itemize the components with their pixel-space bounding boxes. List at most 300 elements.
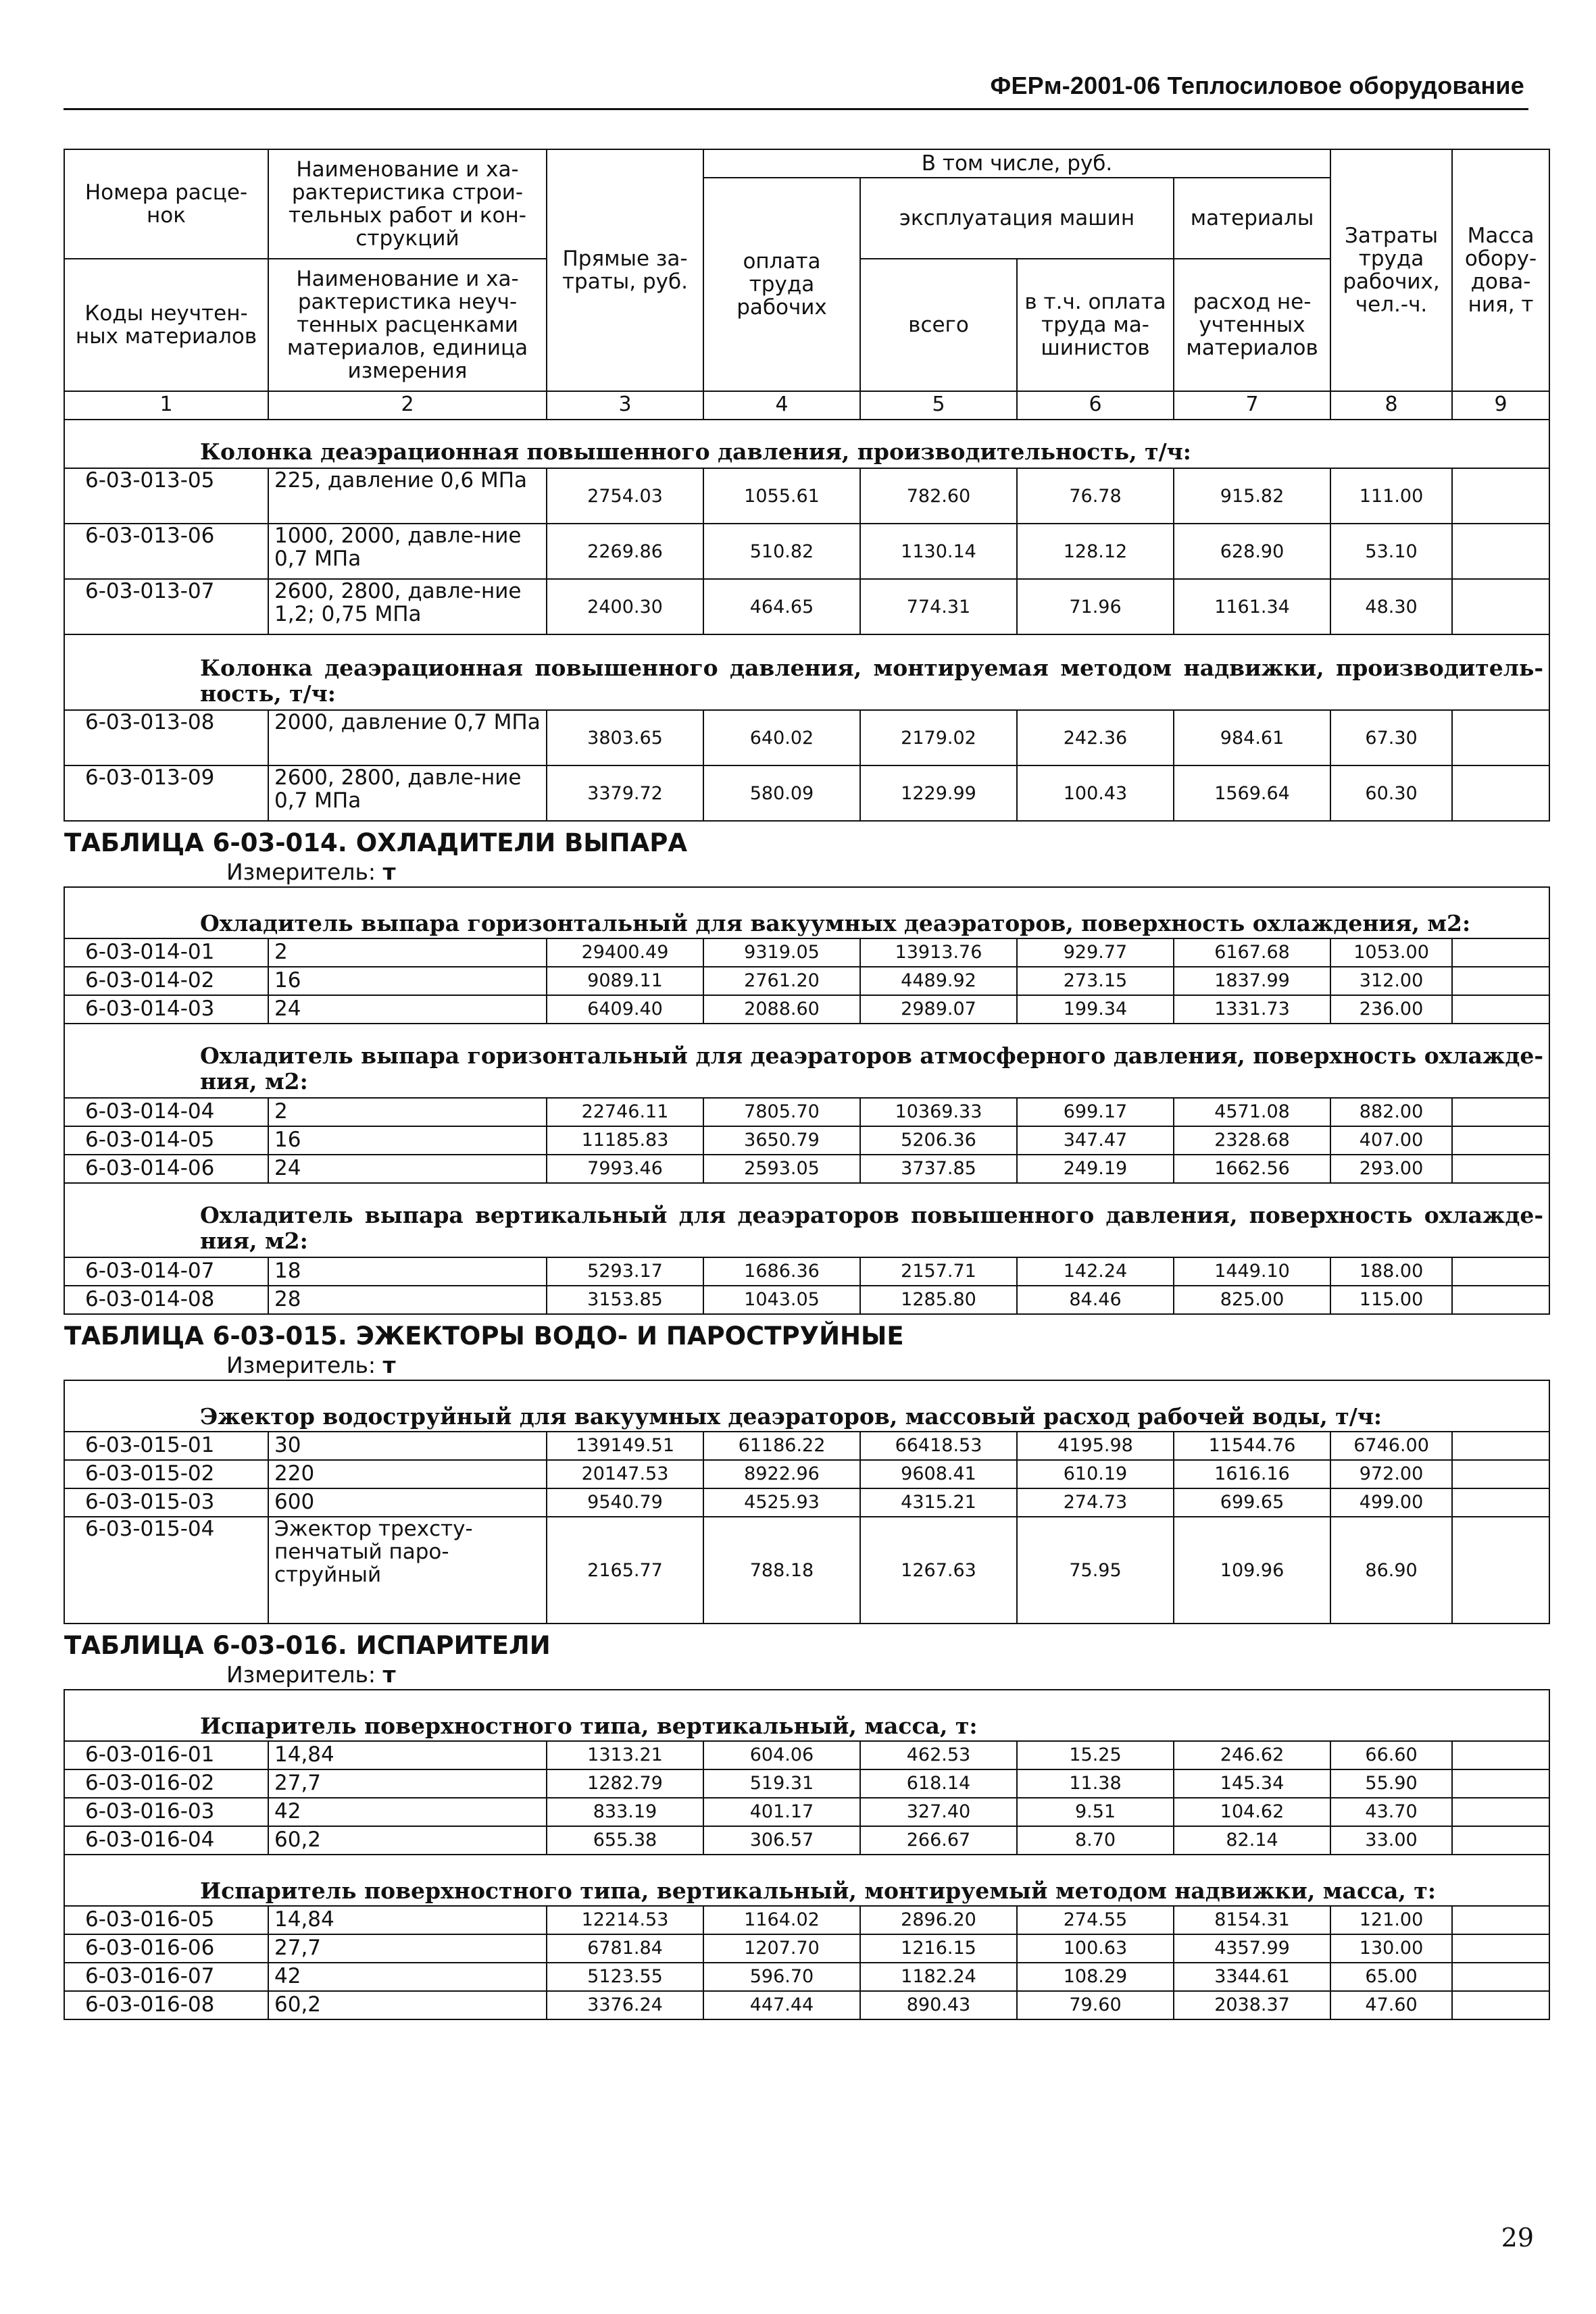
column-number: 1 [64,391,268,420]
table-row [64,579,1549,634]
labor-pay: 4525.93 [703,1488,860,1517]
machinist-pay: 84.46 [1017,1286,1174,1314]
equipment-mass [1452,468,1549,524]
rate-name: 220 [268,1460,547,1488]
machines-total: 1216.15 [860,1934,1017,1963]
labor-hours: 882.00 [1330,1098,1452,1126]
rate-code: 6-03-014-04 [64,1098,268,1126]
equipment-mass [1452,1155,1549,1183]
table-row [64,967,1549,995]
rate-name: 60,2 [268,1991,547,2019]
machinist-pay: 8.70 [1017,1826,1174,1855]
direct-costs: 833.19 [547,1798,703,1826]
table-row [64,1991,1549,2019]
machinist-pay: 199.34 [1017,995,1174,1024]
materials-cost: 2038.37 [1174,1991,1330,2019]
labor-pay: 61186.22 [703,1432,860,1460]
direct-costs: 1282.79 [547,1769,703,1798]
labor-hours: 55.90 [1330,1769,1452,1798]
table-row [64,938,1549,967]
direct-costs: 2165.77 [547,1517,703,1624]
direct-costs: 20147.53 [547,1460,703,1488]
equipment-mass [1452,1517,1549,1624]
materials-cost: 3344.61 [1174,1963,1330,1991]
machinist-pay: 100.63 [1017,1934,1174,1963]
rate-name: 27,7 [268,1769,547,1798]
rate-code: 6-03-013-05 [64,468,268,524]
machines-total: 1182.24 [860,1963,1017,1991]
equipment-mass [1452,1741,1549,1769]
machines-total: 782.60 [860,468,1017,524]
machinist-pay: 249.19 [1017,1155,1174,1183]
header-unaccounted-materials: расход не-учтенных материалов [1174,259,1330,391]
machinist-pay: 4195.98 [1017,1432,1174,1460]
rate-name: 24 [268,1155,547,1183]
header-direct-costs: Прямые за-траты, руб. [547,149,703,391]
labor-hours: 115.00 [1330,1286,1452,1314]
rate-code: 6-03-014-05 [64,1126,268,1155]
machines-total: 1267.63 [860,1517,1017,1624]
rate-name: 2600, 2800, давле-ние 0,7 МПа [268,765,547,821]
section-title: Колонка деаэрационная повышенного давления, монтируемая методом надвижки, производитель-ность, т/ч: [64,634,1549,710]
labor-hours: 47.60 [1330,1991,1452,2019]
materials-cost: 1837.99 [1174,967,1330,995]
machinist-pay: 142.24 [1017,1257,1174,1286]
materials-cost: 1161.34 [1174,579,1330,634]
materials-cost: 4357.99 [1174,1934,1330,1963]
header-labor-pay: оплата труда рабочих [703,178,860,391]
machines-total: 2157.71 [860,1257,1017,1286]
labor-pay: 580.09 [703,765,860,821]
table-row [64,1488,1549,1517]
table-row [64,1155,1549,1183]
meter-unit: т [382,1352,396,1378]
labor-hours: 972.00 [1330,1460,1452,1488]
materials-cost: 11544.76 [1174,1432,1330,1460]
machinist-pay: 75.95 [1017,1517,1174,1624]
column-numbers-row [64,391,1549,420]
meter-label: Измеритель: [226,1352,376,1378]
header-rate-numbers: Номера расце-нок [64,149,268,259]
column-number: 5 [860,391,1017,420]
materials-cost: 1616.16 [1174,1460,1330,1488]
meter-label: Измеритель: [226,859,376,885]
equipment-mass [1452,1826,1549,1855]
meter-line [64,1661,1549,1689]
rate-code: 6-03-014-08 [64,1286,268,1314]
header-including: В том числе, руб. [703,149,1330,178]
table-row [64,1460,1549,1488]
rate-code: 6-03-015-03 [64,1488,268,1517]
table-row [64,1517,1549,1624]
labor-hours: 86.90 [1330,1517,1452,1624]
labor-pay: 1164.02 [703,1906,860,1934]
machines-total: 774.31 [860,579,1017,634]
labor-pay: 2761.20 [703,967,860,995]
labor-pay: 519.31 [703,1769,860,1798]
materials-cost: 82.14 [1174,1826,1330,1855]
machinist-pay: 274.73 [1017,1488,1174,1517]
rate-name: 27,7 [268,1934,547,1963]
labor-pay: 2593.05 [703,1155,860,1183]
header-material-codes: Коды неучтен-ных материалов [64,259,268,391]
rate-name: 2 [268,938,547,967]
machines-total: 3737.85 [860,1155,1017,1183]
machinist-pay: 274.55 [1017,1906,1174,1934]
rate-name: 2 [268,1098,547,1126]
table-row [64,1963,1549,1991]
machinist-pay: 71.96 [1017,579,1174,634]
direct-costs: 12214.53 [547,1906,703,1934]
rates-table [64,149,1550,2020]
labor-pay: 596.70 [703,1963,860,1991]
direct-costs: 6781.84 [547,1934,703,1963]
header-machinist-pay: в т.ч. оплата труда ма-шинистов [1017,259,1174,391]
materials-cost: 1449.10 [1174,1257,1330,1286]
machinist-pay: 610.19 [1017,1460,1174,1488]
materials-cost: 1331.73 [1174,995,1330,1024]
machines-total: 2989.07 [860,995,1017,1024]
meter-unit: т [382,1661,396,1688]
labor-hours: 236.00 [1330,995,1452,1024]
machines-total: 327.40 [860,1798,1017,1826]
equipment-mass [1452,1769,1549,1798]
equipment-mass [1452,1934,1549,1963]
rate-name: 2000, давление 0,7 МПа [268,710,547,765]
machinist-pay: 11.38 [1017,1769,1174,1798]
equipment-mass [1452,1460,1549,1488]
meter-line [64,1351,1549,1380]
labor-hours: 60.30 [1330,765,1452,821]
machines-total: 1285.80 [860,1286,1017,1314]
machinist-pay: 929.77 [1017,938,1174,967]
rate-name: 24 [268,995,547,1024]
section-title: Эжектор водоструйный для вакуумных деаэраторов, массовый расход рабочей воды, т/ч: [64,1380,1549,1432]
machines-total: 9608.41 [860,1460,1017,1488]
table-row [64,1432,1549,1460]
section-title: Охладитель выпара горизонтальный для вакуумных деаэраторов, поверхность охлаждения, м2: [64,887,1549,938]
materials-cost: 825.00 [1174,1286,1330,1314]
direct-costs: 22746.11 [547,1098,703,1126]
table-header-row [64,149,1549,178]
rate-code: 6-03-016-04 [64,1826,268,1855]
table-row [64,765,1549,821]
page-number: 29 [1501,2223,1534,2253]
rate-name: 2600, 2800, давле-ние 1,2; 0,75 МПа [268,579,547,634]
machinist-pay: 242.36 [1017,710,1174,765]
machinist-pay: 100.43 [1017,765,1174,821]
rate-name: 18 [268,1257,547,1286]
table-row [64,524,1549,579]
direct-costs: 29400.49 [547,938,703,967]
column-number: 3 [547,391,703,420]
labor-hours: 65.00 [1330,1963,1452,1991]
rate-code: 6-03-016-05 [64,1906,268,1934]
header-divider [64,108,1528,110]
rate-code: 6-03-014-01 [64,938,268,967]
equipment-mass [1452,967,1549,995]
rate-name: 16 [268,967,547,995]
rate-name: 225, давление 0,6 МПа [268,468,547,524]
header-labor-hours: Затраты труда рабочих, чел.-ч. [1330,149,1452,391]
column-number: 2 [268,391,547,420]
machinist-pay: 699.17 [1017,1098,1174,1126]
materials-cost: 4571.08 [1174,1098,1330,1126]
labor-hours: 66.60 [1330,1741,1452,1769]
direct-costs: 3379.72 [547,765,703,821]
machines-total: 2179.02 [860,710,1017,765]
labor-hours: 111.00 [1330,468,1452,524]
materials-cost: 2328.68 [1174,1126,1330,1155]
labor-pay: 306.57 [703,1826,860,1855]
machinist-pay: 347.47 [1017,1126,1174,1155]
equipment-mass [1452,1906,1549,1934]
table-heading-row [64,1314,1549,1380]
table-row [64,1769,1549,1798]
materials-cost: 145.34 [1174,1769,1330,1798]
equipment-mass [1452,1257,1549,1286]
rate-code: 6-03-014-06 [64,1155,268,1183]
equipment-mass [1452,995,1549,1024]
section-title-row [64,1380,1549,1432]
direct-costs: 2400.30 [547,579,703,634]
equipment-mass [1452,579,1549,634]
labor-pay: 3650.79 [703,1126,860,1155]
header-machines-total: всего [860,259,1017,391]
labor-hours: 499.00 [1330,1488,1452,1517]
direct-costs: 5123.55 [547,1963,703,1991]
machines-total: 2896.20 [860,1906,1017,1934]
machines-total: 66418.53 [860,1432,1017,1460]
machinist-pay: 108.29 [1017,1963,1174,1991]
meter-unit: т [382,859,396,885]
rate-code: 6-03-013-06 [64,524,268,579]
materials-cost: 628.90 [1174,524,1330,579]
header-work-name: Наименование и ха-рактеристика строи-тельных работ и кон-струкций [268,149,547,259]
machines-total: 618.14 [860,1769,1017,1798]
equipment-mass [1452,1286,1549,1314]
rate-name: 28 [268,1286,547,1314]
materials-cost: 109.96 [1174,1517,1330,1624]
column-number: 8 [1330,391,1452,420]
rate-code: 6-03-014-07 [64,1257,268,1286]
direct-costs: 3803.65 [547,710,703,765]
rate-code: 6-03-013-07 [64,579,268,634]
table-row [64,468,1549,524]
table-row [64,1098,1549,1126]
labor-hours: 293.00 [1330,1155,1452,1183]
table-row [64,1741,1549,1769]
rate-code: 6-03-013-08 [64,710,268,765]
labor-pay: 9319.05 [703,938,860,967]
equipment-mass [1452,524,1549,579]
table-row [64,995,1549,1024]
equipment-mass [1452,1098,1549,1126]
machines-total: 1130.14 [860,524,1017,579]
table-row [64,1934,1549,1963]
machines-total: 1229.99 [860,765,1017,821]
section-title-row [64,887,1549,938]
equipment-mass [1452,938,1549,967]
direct-costs: 9540.79 [547,1488,703,1517]
rate-code: 6-03-013-09 [64,765,268,821]
equipment-mass [1452,710,1549,765]
machines-total: 13913.76 [860,938,1017,967]
rate-code: 6-03-016-02 [64,1769,268,1798]
machines-total: 462.53 [860,1741,1017,1769]
labor-pay: 464.65 [703,579,860,634]
labor-pay: 7805.70 [703,1098,860,1126]
section-title: Испаритель поверхностного типа, вертикальный, монтируемый методом надвижки, масса, т: [64,1855,1549,1906]
direct-costs: 3153.85 [547,1286,703,1314]
equipment-mass [1452,1963,1549,1991]
table-heading: ТАБЛИЦА 6-03-015. ЭЖЕКТОРЫ ВОДО- И ПАРОСТРУЙНЫЕ [64,1322,904,1351]
rate-code: 6-03-015-01 [64,1432,268,1460]
direct-costs: 11185.83 [547,1126,703,1155]
machines-total: 890.43 [860,1991,1017,2019]
labor-hours: 188.00 [1330,1257,1452,1286]
direct-costs: 2754.03 [547,468,703,524]
direct-costs: 1313.21 [547,1741,703,1769]
rate-code: 6-03-014-02 [64,967,268,995]
labor-hours: 121.00 [1330,1906,1452,1934]
rate-code: 6-03-016-06 [64,1934,268,1963]
table-heading-row [64,1624,1549,1690]
header-materials: материалы [1174,178,1330,259]
equipment-mass [1452,1432,1549,1460]
rate-name: 14,84 [268,1906,547,1934]
equipment-mass [1452,1488,1549,1517]
header-machine-operation: эксплуатация машин [860,178,1174,259]
table-row [64,1798,1549,1826]
equipment-mass [1452,765,1549,821]
section-title-row [64,1690,1549,1741]
labor-hours: 130.00 [1330,1934,1452,1963]
table-heading: ТАБЛИЦА 6-03-016. ИСПАРИТЕЛИ [64,1631,551,1660]
labor-pay: 2088.60 [703,995,860,1024]
table-heading: ТАБЛИЦА 6-03-014. ОХЛАДИТЕЛИ ВЫПАРА [64,828,687,857]
machines-total: 10369.33 [860,1098,1017,1126]
column-number: 4 [703,391,860,420]
section-title: Испаритель поверхностного типа, вертикальный, масса, т: [64,1690,1549,1741]
labor-pay: 401.17 [703,1798,860,1826]
machinist-pay: 9.51 [1017,1798,1174,1826]
labor-hours: 312.00 [1330,967,1452,995]
table-row [64,1257,1549,1286]
section-title-row [64,1183,1549,1257]
rate-name: 16 [268,1126,547,1155]
materials-cost: 246.62 [1174,1741,1330,1769]
section-title-row [64,1855,1549,1906]
labor-hours: 43.70 [1330,1798,1452,1826]
equipment-mass [1452,1126,1549,1155]
table-row [64,710,1549,765]
rate-name: Эжектор трехсту-пенчатый паро-струйный [268,1517,547,1624]
materials-cost: 699.65 [1174,1488,1330,1517]
rate-name: 60,2 [268,1826,547,1855]
section-title-row [64,420,1549,468]
labor-pay: 1043.05 [703,1286,860,1314]
labor-hours: 1053.00 [1330,938,1452,967]
labor-hours: 48.30 [1330,579,1452,634]
running-header-title: ФЕРм-2001-06 Теплосиловое оборудование [990,72,1524,99]
direct-costs: 139149.51 [547,1432,703,1460]
labor-pay: 640.02 [703,710,860,765]
machines-total: 266.67 [860,1826,1017,1855]
machinist-pay: 76.78 [1017,468,1174,524]
table-row [64,1286,1549,1314]
table-heading-row [64,821,1549,887]
materials-cost: 8154.31 [1174,1906,1330,1934]
rate-code: 6-03-016-07 [64,1963,268,1991]
materials-cost: 984.61 [1174,710,1330,765]
rate-code: 6-03-015-02 [64,1460,268,1488]
direct-costs: 5293.17 [547,1257,703,1286]
rate-code: 6-03-016-03 [64,1798,268,1826]
header-material-names: Наименование и ха-рактеристика неуч-тенных расценками материалов, единица измерения [268,259,547,391]
labor-pay: 1055.61 [703,468,860,524]
machinist-pay: 15.25 [1017,1741,1174,1769]
machines-total: 4489.92 [860,967,1017,995]
equipment-mass [1452,1991,1549,2019]
meter-label: Измеритель: [226,1661,376,1688]
materials-cost: 104.62 [1174,1798,1330,1826]
labor-pay: 447.44 [703,1991,860,2019]
direct-costs: 3376.24 [547,1991,703,2019]
machines-total: 4315.21 [860,1488,1017,1517]
labor-pay: 604.06 [703,1741,860,1769]
section-title: Колонка деаэрационная повышенного давления, производительность, т/ч: [64,420,1549,468]
column-number: 6 [1017,391,1174,420]
meter-line [64,858,1549,886]
direct-costs: 9089.11 [547,967,703,995]
rate-code: 6-03-015-04 [64,1517,268,1624]
rate-name: 42 [268,1798,547,1826]
direct-costs: 655.38 [547,1826,703,1855]
rate-name: 14,84 [268,1741,547,1769]
labor-hours: 6746.00 [1330,1432,1452,1460]
rate-name: 600 [268,1488,547,1517]
direct-costs: 7993.46 [547,1155,703,1183]
table-row [64,1906,1549,1934]
materials-cost: 1662.56 [1174,1155,1330,1183]
equipment-mass [1452,1798,1549,1826]
rate-name: 42 [268,1963,547,1991]
section-title-row [64,634,1549,710]
rate-name: 30 [268,1432,547,1460]
labor-pay: 510.82 [703,524,860,579]
machinist-pay: 128.12 [1017,524,1174,579]
materials-cost: 1569.64 [1174,765,1330,821]
materials-cost: 915.82 [1174,468,1330,524]
rate-code: 6-03-016-01 [64,1741,268,1769]
header-equipment-mass: Масса обору-дова-ния, т [1452,149,1549,391]
rate-code: 6-03-014-03 [64,995,268,1024]
column-number: 9 [1452,391,1549,420]
labor-pay: 788.18 [703,1517,860,1624]
table-row [64,1126,1549,1155]
labor-hours: 53.10 [1330,524,1452,579]
rate-name: 1000, 2000, давле-ние 0,7 МПа [268,524,547,579]
section-title-row [64,1024,1549,1098]
direct-costs: 6409.40 [547,995,703,1024]
labor-pay: 8922.96 [703,1460,860,1488]
column-number: 7 [1174,391,1330,420]
section-title: Охладитель выпара горизонтальный для деаэраторов атмосферного давления, поверхность охлажде-ния, м2: [64,1024,1549,1098]
labor-pay: 1207.70 [703,1934,860,1963]
table-row [64,1826,1549,1855]
section-title: Охладитель выпара вертикальный для деаэраторов повышенного давления, поверхность охлажде-ния, м2: [64,1183,1549,1257]
